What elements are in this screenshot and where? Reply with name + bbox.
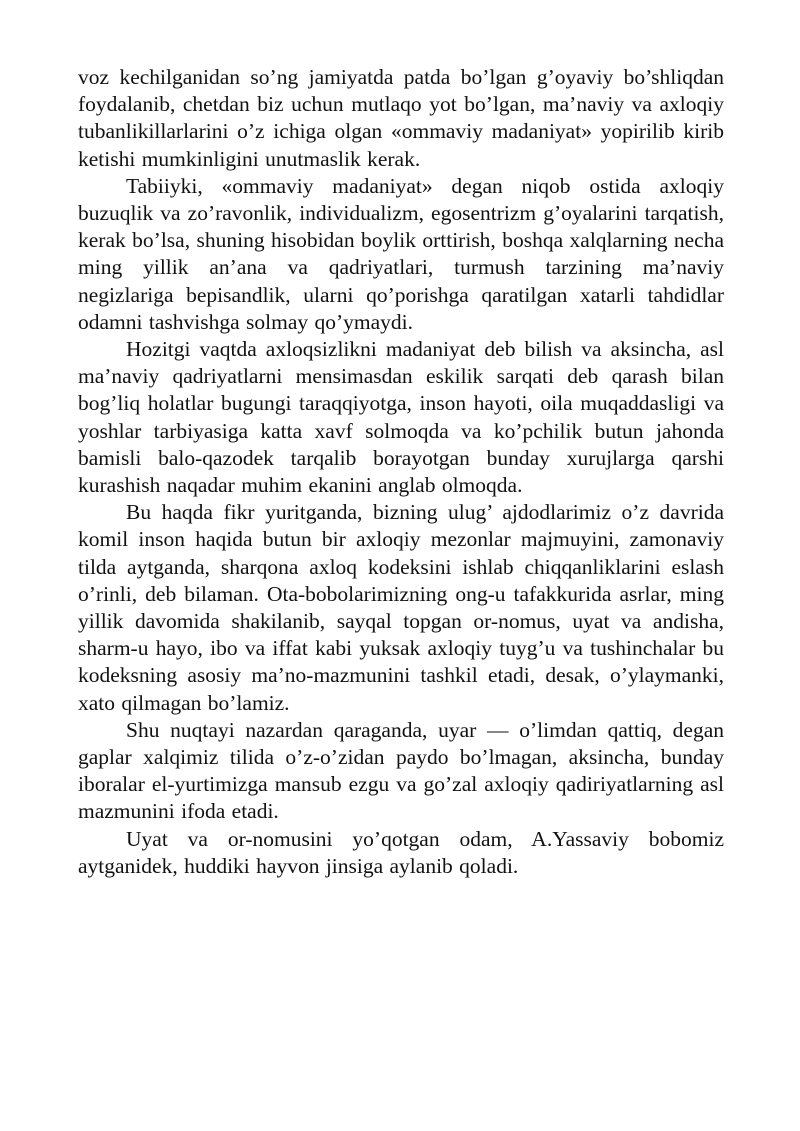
paragraph: Uyat va or-nomusini yo’qotgan odam, A.Yassaviy bobomiz aytganidek, huddiki hayvon jinsiga aylanib qoladi. xyxy=(78,826,724,878)
paragraph: Tabiiyki, «ommaviy madaniyat» degan niqob ostida axloqiy buzuqlik va zo’ravonlik, individualizm, egosentrizm g’oyalarini tarqatish, kerak bo’lsa, shuning hisobidan boylik orttirish, boshqa xalqlarning necha ming yillik an’ana va qadriyatlari, turmush tarzining ma’naviy negizlariga bepisandlik, ularni qo’porishga qaratilgan xatarli tahdidlar odamni tashvishga solmay qo’ymaydi. xyxy=(78,173,724,334)
paragraph: Shu nuqtayi nazardan qaraganda, uyar — o’limdan qattiq, degan gaplar xalqimiz tilida o’z-o’zidan paydo bo’lmagan, aksincha, bunday iboralar el-yurtimizga mansub ezgu va go’zal axloqiy qadiriyatlarning asl mazmunini ifoda etadi. xyxy=(78,717,724,824)
paragraph: Bu haqda fikr yuritganda, bizning ulug’ ajdodlarimiz o’z davrida komil inson haqida butun bir axloqiy mezonlar majmuyini, zamonaviy tilda aytganda, sharqona axloq kodeksini ishlab chiqqanliklarini eslash o’rinli, deb bilaman. Ota-bobolarimizning ong-u tafakkurida asrlar, ming yillik davomida shakilanib, sayqal topgan or-nomus, uyat va andisha, sharm-u hayo, ibo va iffat kabi yuksak axloqiy tuyg’u va tushinchalar bu kodeksning asosiy ma’no-mazmunini tashkil etadi, desak, o’ylaymanki, xato qilmagan bo’lamiz. xyxy=(78,500,724,715)
document-page xyxy=(78,64,724,880)
paragraph-continuation: voz kechilganidan so’ng jamiyatda patda bo’lgan g’oyaviy bo’shliqdan foydalanib, chetdan biz uchun mutlaqo yot bo’lgan, ma’naviy va axloqiy tubanlikillarlarini o’z ichiga olgan «ommaviy madaniyat» yopirilib kirib ketishi mumkinligini unutmaslik kerak. xyxy=(78,65,724,171)
paragraph: Hozitgi vaqtda axloqsizlikni madaniyat deb bilish va aksincha, asl ma’naviy qadriyatlarni mensimasdan eskilik sarqati deb qarash bilan bog’liq holatlar bugungi taraqqiyotga, inson hayoti, oila muqaddasligi va yoshlar tarbiyasiga katta xavf solmoqda va ko’pchilik butun jahonda bamisli balo-qazodek tarqalib borayotgan bunday xurujlarga qarshi kurashish naqadar muhim ekanini anglab olmoqda. xyxy=(78,337,724,498)
